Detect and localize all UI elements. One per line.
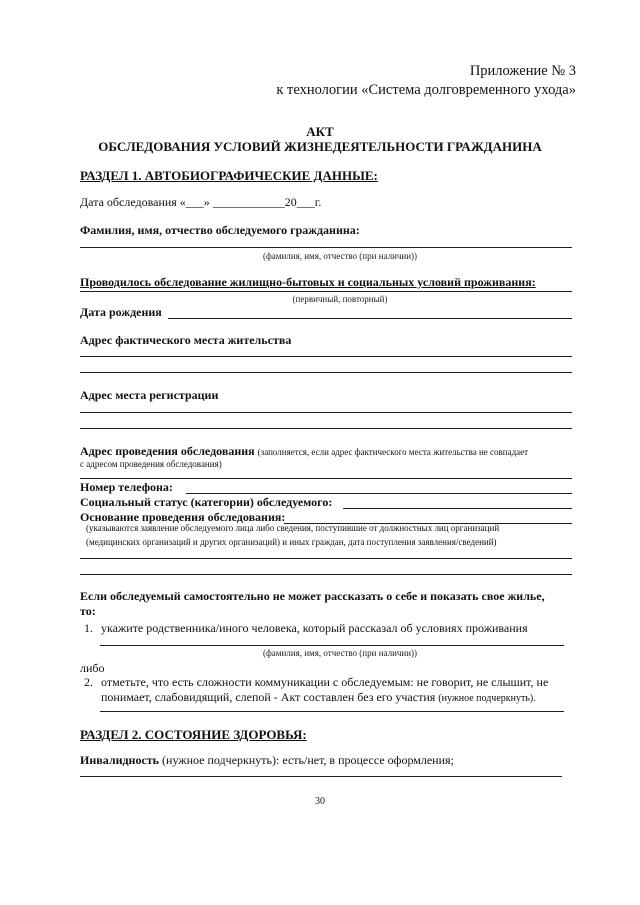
basis-line-2[interactable] — [80, 558, 572, 559]
act-title: АКТ — [306, 124, 334, 139]
item2-text-1: отметьте, что есть сложности коммуникации с обследуемым: не говорит, не слышит, не — [101, 675, 549, 689]
survey-address-row — [80, 444, 528, 459]
item2-text-2: понимает, слабовидящий, слепой - Акт составлен без его участия — [101, 690, 436, 704]
fio-label: Фамилия, имя, отчество обследуемого гражданина: — [80, 223, 360, 237]
item1-hint: (фамилия, имя, отчество (при наличии)) — [262, 648, 418, 658]
disability-label: Инвалидность — [80, 753, 160, 767]
item1-text: укажите родственника/иного человека, который рассказал об условиях проживания — [101, 621, 528, 635]
disability-line[interactable] — [80, 776, 562, 777]
page-number: 30 — [315, 796, 325, 807]
act-subtitle: ОБСЛЕДОВАНИЯ УСЛОВИЙ ЖИЗНЕДЕЯТЕЛЬНОСТИ ГРАЖДАНИНА — [98, 139, 542, 154]
basis-label: Основание проведения обследования: — [80, 510, 286, 524]
if-not-able-label: Если обследуемый самостоятельно не может рассказать о себе и показать свое жилье, — [80, 589, 545, 603]
survey-date: Дата обследования «___» ____________20___г. — [80, 195, 322, 209]
appendix-technology: к технологии «Система долговременного ухода» — [276, 82, 576, 98]
basis-note-2: (медицинских организаций и других организаций) и иных граждан, дата поступления заявления/сведений) — [86, 537, 497, 547]
fio-line[interactable] — [80, 247, 572, 248]
actual-address-line-1[interactable] — [80, 356, 572, 357]
survey-address-line[interactable] — [80, 478, 572, 479]
item2-line[interactable] — [100, 711, 564, 712]
survey-address-note: (заполняется, если адрес фактического места жительства не совпадает — [257, 447, 529, 457]
birth-date-label: Дата рождения — [80, 305, 162, 319]
birth-date-line[interactable] — [168, 318, 572, 319]
fio-hint: (фамилия, имя, отчество (при наличии)) — [262, 251, 418, 261]
item2-note: (нужное подчеркнуть). — [438, 693, 536, 704]
actual-address-label: Адрес фактического места жительства — [80, 333, 292, 347]
item2-number: 2. — [84, 675, 93, 689]
phone-line[interactable] — [186, 493, 572, 494]
registration-address-line-1[interactable] — [80, 412, 572, 413]
basis-note-1: (указываются заявление обследуемого лица либо сведения, поступившие от должностных лиц организаций — [86, 523, 500, 533]
survey-address-label: Адрес проведения обследования — [80, 444, 255, 458]
appendix-number: Приложение № 3 — [469, 63, 576, 79]
item1-line[interactable] — [100, 645, 564, 646]
disability-row — [80, 753, 454, 768]
inspection-hint: (первичный, повторный) — [292, 294, 388, 304]
if-not-able-label-2: то: — [80, 604, 96, 618]
disability-note: (нужное подчеркнуть): есть/нет, в процессе оформления; — [162, 753, 454, 767]
actual-address-line-2[interactable] — [80, 372, 572, 373]
registration-address-line-2[interactable] — [80, 428, 572, 429]
section2-heading: РАЗДЕЛ 2. СОСТОЯНИЕ ЗДОРОВЬЯ: — [80, 727, 307, 742]
item2-text-2-row — [101, 690, 536, 705]
section1-heading: РАЗДЕЛ 1. АВТОБИОГРАФИЧЕСКИЕ ДАННЫЕ: — [80, 168, 378, 183]
inspection-label: Проводилось обследование жилищно-бытовых и социальных условий проживания: — [80, 275, 536, 289]
item1-number: 1. — [84, 621, 93, 635]
phone-label: Номер телефона: — [80, 480, 173, 494]
survey-address-note-2: с адресом проведения обследования) — [80, 459, 222, 469]
basis-line-3[interactable] — [80, 574, 572, 575]
social-status-line[interactable] — [343, 508, 572, 509]
registration-address-label: Адрес места регистрации — [80, 388, 219, 402]
inspection-line[interactable] — [80, 291, 572, 292]
social-status-label: Социальный статус (категории) обследуемого: — [80, 495, 333, 509]
or-label: либо — [80, 661, 105, 675]
